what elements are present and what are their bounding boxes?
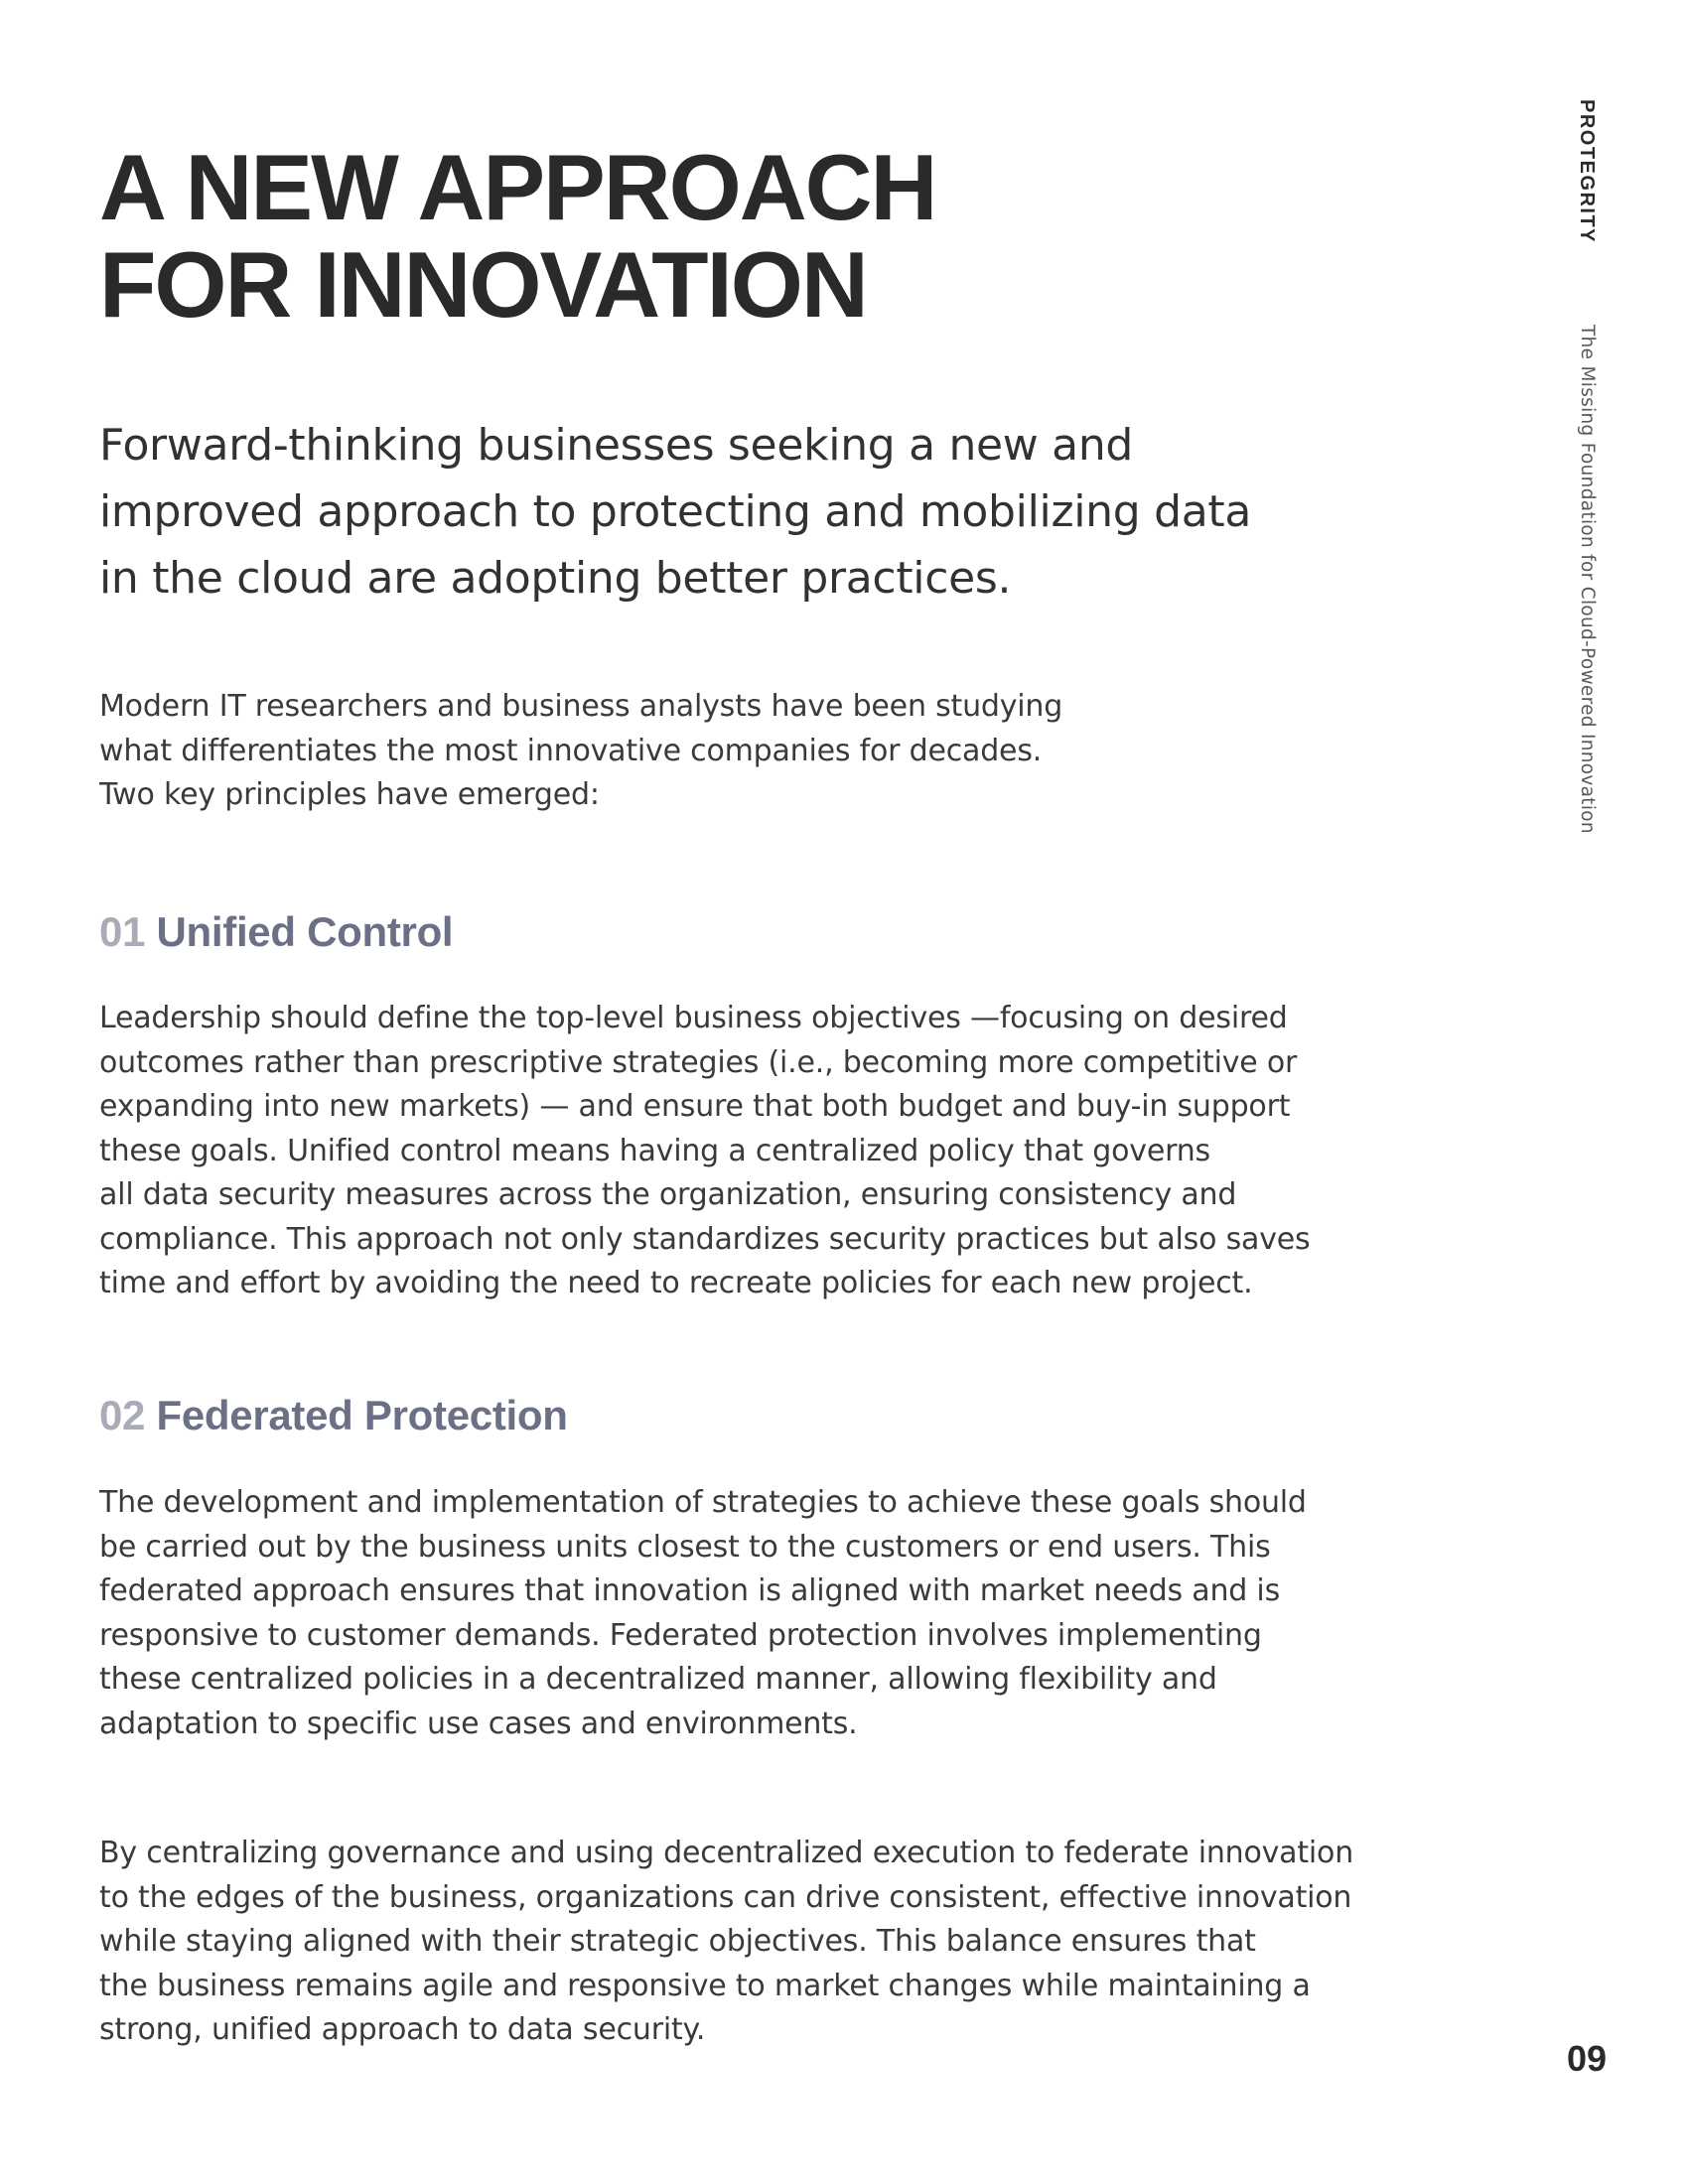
intro-line: Two key principles have emerged:	[99, 777, 600, 812]
section-body-unified-control	[99, 997, 1310, 1306]
closing-line: the business remains agile and responsive to market changes while maintaining a	[99, 1968, 1311, 2003]
body-line: responsive to customer demands. Federated protection involves implementing	[99, 1617, 1262, 1653]
closing-line: while staying aligned with their strategic objectives. This balance ensures that	[99, 1924, 1256, 1959]
body-line: time and effort by avoiding the need to recreate policies for each new project.	[99, 1266, 1253, 1300]
intro-line: Modern IT researchers and business analysts have been studying	[99, 689, 1063, 724]
section-title: Federated Protection	[156, 1392, 568, 1438]
intro-line: what differentiates the most innovative companies for decades.	[99, 733, 1043, 768]
page-title-line-1: A NEW APPROACH	[99, 135, 936, 239]
lede-paragraph	[99, 412, 1350, 612]
body-line: these centralized policies in a decentralized manner, allowing flexibility and	[99, 1662, 1217, 1697]
page-title	[99, 135, 1192, 337]
closing-line: By centralizing governance and using decentralized execution to federate innovation	[99, 1836, 1354, 1870]
closing-line: to the edges of the business, organizations can drive consistent, effective innovation	[99, 1879, 1352, 1915]
lede-line: improved approach to protecting and mobilizing data	[99, 486, 1251, 537]
body-line: be carried out by the business units closest to the customers or end users. This	[99, 1529, 1271, 1565]
body-line: these goals. Unified control means having a centralized policy that governs	[99, 1133, 1210, 1168]
body-line: outcomes rather than prescriptive strategies (i.e., becoming more competitive or	[99, 1044, 1298, 1080]
closing-paragraph	[99, 1832, 1353, 2053]
running-document-title: The Missing Foundation for Cloud-Powered Innovation	[1577, 325, 1598, 834]
body-line: Leadership should define the top-level business objectives —focusing on desired	[99, 1001, 1288, 1035]
section-heading-federated-protection	[99, 1391, 568, 1440]
section-heading-unified-control	[99, 907, 453, 957]
body-line: federated approach ensures that innovation is aligned with market needs and is	[99, 1573, 1280, 1608]
closing-line: strong, unified approach to data security.	[99, 2012, 706, 2047]
section-number: 02	[99, 1392, 146, 1438]
lede-line: Forward-thinking businesses seeking a new and	[99, 420, 1134, 471]
section-number: 01	[99, 908, 146, 955]
brand-wordmark: PROTEGRITY	[1576, 99, 1598, 244]
section-body-federated-protection	[99, 1481, 1307, 1746]
body-line: compliance. This approach not only standardizes security practices but also saves	[99, 1221, 1311, 1257]
body-line: expanding into new markets) — and ensure that both budget and buy-in support	[99, 1089, 1291, 1124]
body-line: The development and implementation of strategies to achieve these goals should	[99, 1485, 1307, 1520]
body-line: all data security measures across the organization, ensuring consistency and	[99, 1177, 1237, 1212]
intro-paragraph	[99, 685, 1062, 818]
lede-line: in the cloud are adopting better practices.	[99, 553, 1012, 604]
page-title-line-2: FOR INNOVATION	[99, 232, 867, 337]
section-title: Unified Control	[156, 908, 454, 955]
page-number: 09	[1566, 2038, 1607, 2079]
body-line: adaptation to specific use cases and environments.	[99, 1706, 858, 1741]
